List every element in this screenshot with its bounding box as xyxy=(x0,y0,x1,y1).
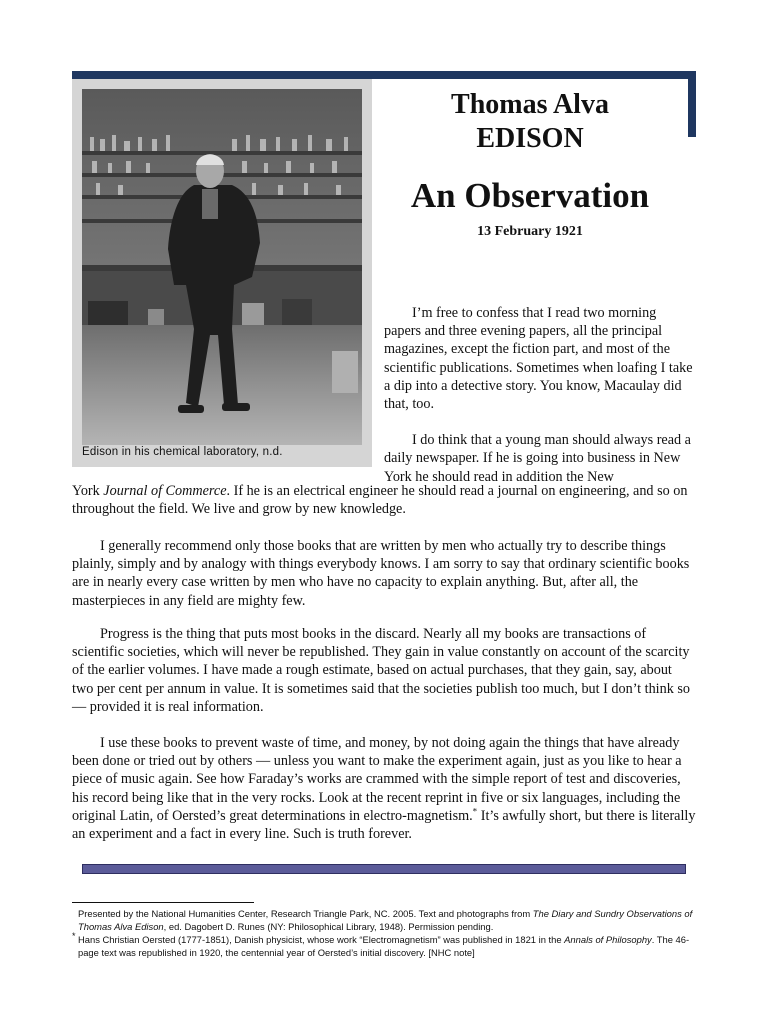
footnote-oersted-text-b: . The 46-page text was republished in 1920, the centennial year of Oersted’s initial discovery. [NHC note] xyxy=(78,934,690,958)
paragraph-1: I’m free to confess that I read two morning papers and three evening papers, all the principal magazines, except the fiction part, and most of the scientific publications. Sometimes when loafing I take a dip into a detective story. You know, Macaulay did that, too. xyxy=(384,305,693,413)
footnote-marker: * xyxy=(72,931,76,941)
page-title: An Observation xyxy=(410,176,650,215)
right-column-text xyxy=(384,304,694,486)
journal-title: Journal of Commerce xyxy=(103,483,227,499)
title-block xyxy=(380,88,680,240)
footnote-oersted-text-a: Hans Christian Oersted (1777-1851), Danish physicist, whose work “Electromagnetism” was published in 1821 in the xyxy=(78,934,565,945)
footnote-source-text-b: , ed. Dagobert D. Runes (NY: Philosophical Library, 1948). Permission pending. xyxy=(163,920,494,932)
footnote-rule xyxy=(72,902,254,903)
author-name-line2: EDISON xyxy=(476,123,584,154)
footnote-oersted xyxy=(72,931,698,959)
footnote-source-text-a: Presented by the National Humanities Center, Research Triangle Park, NC. 2005. Text and photographs from xyxy=(78,908,533,919)
paragraph-2-text-b: . If he is an electrical engineer he should read a journal on engineering, and so on throughout the field. We live and grow by new knowledge. xyxy=(72,483,688,518)
paragraph-2-continued xyxy=(72,482,696,518)
paragraph-3-block xyxy=(72,537,696,610)
author-name xyxy=(380,88,680,156)
photo-frame xyxy=(72,79,372,467)
footnote-source xyxy=(78,908,698,933)
paragraph-5-text-a: I use these books to prevent waste of time, and money, by not doing again the things that have already been done or tried out by others — unless you want to make the experiment again, just as you like to hear a piece of music again. See how Faraday’s works are crammed with the simple report of test and discoveries, his record being like that in the very rocks. Look at the recent reprint in five or six languages, including the original Latin, of Oersted’s great determinations in electro-magnetism. xyxy=(72,735,682,824)
paragraph-4-block xyxy=(72,625,696,716)
annals-title: Annals of Philosophy xyxy=(564,934,652,945)
paragraph-2-text-a: York xyxy=(72,483,104,499)
document-date: 13 February 1921 xyxy=(477,224,583,239)
photo-caption: Edison in his chemical laboratory, n.d. xyxy=(82,446,283,458)
author-name-line1: Thomas Alva xyxy=(451,89,609,120)
paragraph-2-start: I do think that a young man should always read a daily newspaper. If he is going into business in New York he should read in addition the New xyxy=(384,432,691,485)
source-book-title: The Diary and Sundry Observations of Thomas Alva Edison xyxy=(78,908,693,932)
section-divider-bar xyxy=(82,864,686,874)
edison-photo xyxy=(82,89,362,445)
header-rule-corner xyxy=(688,71,696,137)
footnote-reference[interactable]: * xyxy=(472,806,478,817)
header-rule xyxy=(72,71,696,79)
paragraph-5-block xyxy=(72,734,696,843)
paragraph-3: I generally recommend only those books that are written by men who actually try to describe things plainly, simply and by analogy with things everybody knows. I am sorry to say that ordinary scientific books are in nearly every case written by men who have no capacity to explain anything. But, after all, the masterpieces in any field are mighty few. xyxy=(72,538,690,609)
paragraph-5-text-b: It’s awfully short, but there is literally an experiment and a fact in every line. Such is truth forever. xyxy=(72,807,696,843)
paragraph-4: Progress is the thing that puts most books in the discard. Nearly all my books are transactions of scientific societies, which will never be republished. They gain in value constantly on account of the scarcity of the earlier volumes. I have made a rough estimate, based on actual purchases, that they gain, say, about two per cent per annum in value. It is sometimes said that the societies publish too much, but I don’t think so — provided it is real information. xyxy=(72,626,690,715)
